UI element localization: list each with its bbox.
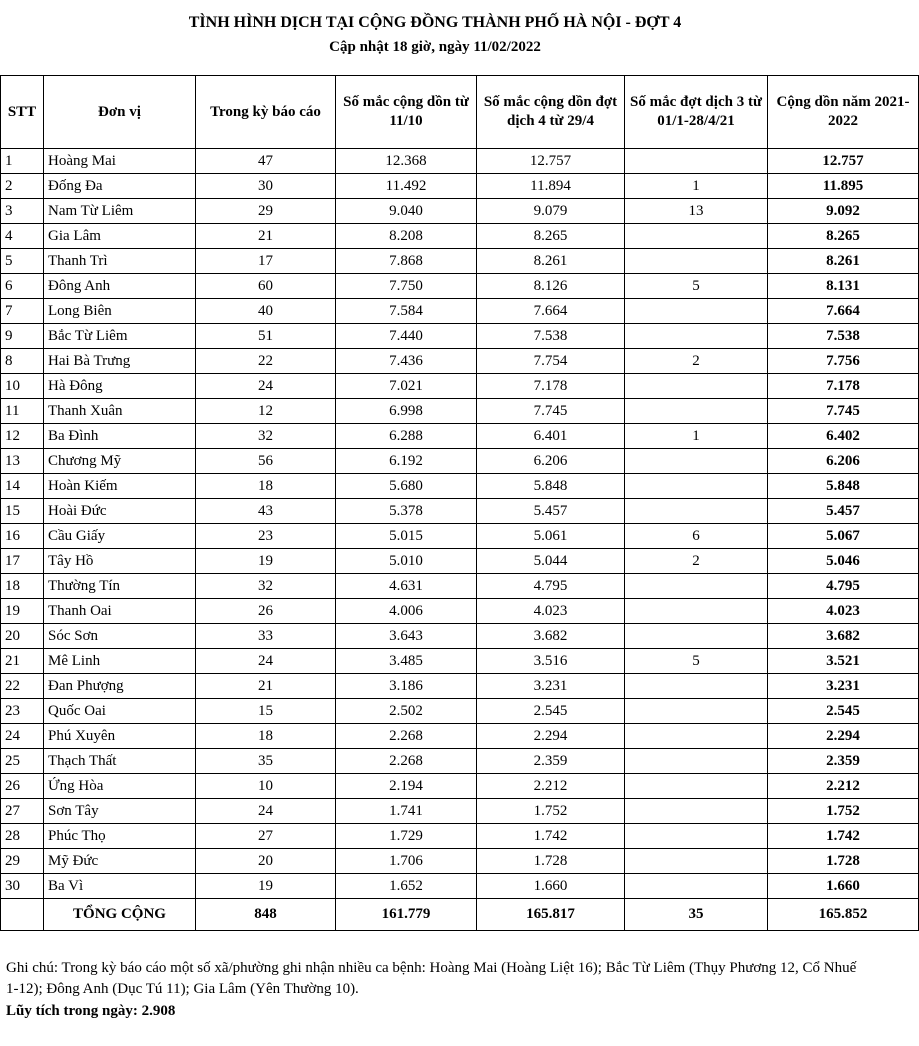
wave4-cell: 11.894 [477, 174, 625, 199]
cumulative-cell: 7.756 [768, 349, 919, 374]
cumulative-cell: 11.895 [768, 174, 919, 199]
since-11-10-cell: 11.492 [336, 174, 477, 199]
since-11-10-cell: 1.741 [336, 799, 477, 824]
since-11-10-cell: 3.186 [336, 674, 477, 699]
table-row [1, 474, 919, 499]
unit-cell: Phúc Thọ [44, 824, 196, 849]
stt-cell: 9 [1, 324, 44, 349]
table-row [1, 774, 919, 799]
stt-cell: 29 [1, 849, 44, 874]
stt-cell: 12 [1, 424, 44, 449]
in-period-cell: 15 [196, 699, 336, 724]
cumulative-cell: 3.231 [768, 674, 919, 699]
cumulative-cell: 9.092 [768, 199, 919, 224]
stt-cell: 7 [1, 299, 44, 324]
col-header-wave4: Số mắc cộng dồn đợt dịch 4 từ 29/4 [477, 76, 625, 149]
cumulative-cell: 7.538 [768, 324, 919, 349]
stt-cell: 6 [1, 274, 44, 299]
unit-cell: Bắc Từ Liêm [44, 324, 196, 349]
in-period-cell: 29 [196, 199, 336, 224]
wave3-cell [625, 874, 768, 899]
since-11-10-cell: 7.440 [336, 324, 477, 349]
wave3-cell [625, 724, 768, 749]
wave4-cell: 12.757 [477, 149, 625, 174]
wave4-cell: 1.752 [477, 799, 625, 824]
stt-cell: 4 [1, 224, 44, 249]
in-period-cell: 19 [196, 549, 336, 574]
cumulative-cell: 7.664 [768, 299, 919, 324]
unit-cell: Tây Hồ [44, 549, 196, 574]
unit-cell: Mê Linh [44, 649, 196, 674]
wave3-cell [625, 574, 768, 599]
stt-cell: 18 [1, 574, 44, 599]
cumulative-cell: 7.745 [768, 399, 919, 424]
wave3-cell: 1 [625, 424, 768, 449]
wave4-cell: 1.660 [477, 874, 625, 899]
in-period-cell: 47 [196, 149, 336, 174]
wave3-cell [625, 499, 768, 524]
table-row [1, 424, 919, 449]
wave4-cell: 6.206 [477, 449, 625, 474]
since-11-10-cell: 8.208 [336, 224, 477, 249]
in-period-cell: 23 [196, 524, 336, 549]
table-row [1, 699, 919, 724]
unit-cell: Cầu Giấy [44, 524, 196, 549]
stt-cell: 19 [1, 599, 44, 624]
cumulative-cell: 1.742 [768, 824, 919, 849]
wave3-cell: 1 [625, 174, 768, 199]
stt-cell: 22 [1, 674, 44, 699]
stt-cell: 23 [1, 699, 44, 724]
table-row [1, 674, 919, 699]
wave4-cell: 3.682 [477, 624, 625, 649]
wave3-cell [625, 474, 768, 499]
unit-cell: Thường Tín [44, 574, 196, 599]
unit-cell: Long Biên [44, 299, 196, 324]
wave3-cell [625, 774, 768, 799]
wave3-cell [625, 374, 768, 399]
col-header-unit: Đơn vị [44, 76, 196, 149]
in-period-cell: 20 [196, 849, 336, 874]
since-11-10-cell: 2.268 [336, 724, 477, 749]
wave4-cell: 7.538 [477, 324, 625, 349]
total-wave3: 35 [625, 899, 768, 931]
cumulative-cell: 1.752 [768, 799, 919, 824]
report-title: TÌNH HÌNH DỊCH TẠI CỘNG ĐỒNG THÀNH PHỐ HÀ NỘI - ĐỢT 4 [188, 14, 682, 31]
wave4-cell: 2.294 [477, 724, 625, 749]
cumulative-cell: 6.402 [768, 424, 919, 449]
wave3-cell [625, 324, 768, 349]
wave3-cell [625, 624, 768, 649]
stt-cell: 17 [1, 549, 44, 574]
unit-cell: Mỹ Đức [44, 849, 196, 874]
since-11-10-cell: 9.040 [336, 199, 477, 224]
stt-cell: 1 [1, 149, 44, 174]
wave3-cell: 2 [625, 349, 768, 374]
cumulative-cell: 5.848 [768, 474, 919, 499]
unit-cell: Đống Đa [44, 174, 196, 199]
col-header-wave3: Số mắc đợt dịch 3 từ 01/1-28/4/21 [625, 76, 768, 149]
unit-cell: Hoài Đức [44, 499, 196, 524]
stt-cell: 2 [1, 174, 44, 199]
wave4-cell: 7.754 [477, 349, 625, 374]
unit-cell: Thanh Oai [44, 599, 196, 624]
since-11-10-cell: 3.643 [336, 624, 477, 649]
table-row [1, 649, 919, 674]
in-period-cell: 18 [196, 724, 336, 749]
wave3-cell [625, 149, 768, 174]
table-row [1, 549, 919, 574]
table-row [1, 449, 919, 474]
cumulative-cell: 4.795 [768, 574, 919, 599]
cumulative-cell: 3.521 [768, 649, 919, 674]
since-11-10-cell: 2.268 [336, 749, 477, 774]
since-11-10-cell: 2.502 [336, 699, 477, 724]
unit-cell: Ứng Hòa [44, 774, 196, 799]
cumulative-cell: 2.545 [768, 699, 919, 724]
wave3-cell: 6 [625, 524, 768, 549]
stt-cell: 27 [1, 799, 44, 824]
table-header-row [1, 76, 919, 149]
cumulative-cell: 3.682 [768, 624, 919, 649]
wave4-cell: 7.664 [477, 299, 625, 324]
in-period-cell: 32 [196, 424, 336, 449]
cumulative-cell: 7.178 [768, 374, 919, 399]
wave3-cell: 5 [625, 274, 768, 299]
daily-total-value: 2.908 [141, 1003, 176, 1019]
in-period-cell: 24 [196, 649, 336, 674]
cumulative-cell: 2.212 [768, 774, 919, 799]
col-header-in-period: Trong kỳ báo cáo [196, 76, 336, 149]
wave3-cell [625, 824, 768, 849]
since-11-10-cell: 5.010 [336, 549, 477, 574]
cumulative-cell: 8.265 [768, 224, 919, 249]
since-11-10-cell: 6.998 [336, 399, 477, 424]
since-11-10-cell: 7.436 [336, 349, 477, 374]
unit-cell: Thạch Thất [44, 749, 196, 774]
wave4-cell: 5.061 [477, 524, 625, 549]
since-11-10-cell: 6.192 [336, 449, 477, 474]
in-period-cell: 22 [196, 349, 336, 374]
unit-cell: Gia Lâm [44, 224, 196, 249]
cumulative-cell: 1.660 [768, 874, 919, 899]
unit-cell: Ba Vì [44, 874, 196, 899]
stt-cell: 5 [1, 249, 44, 274]
cases-table [0, 75, 919, 931]
wave4-cell: 5.044 [477, 549, 625, 574]
unit-cell: Sóc Sơn [44, 624, 196, 649]
cumulative-cell: 8.261 [768, 249, 919, 274]
in-period-cell: 12 [196, 399, 336, 424]
stt-cell: 21 [1, 649, 44, 674]
wave4-cell: 9.079 [477, 199, 625, 224]
since-11-10-cell: 6.288 [336, 424, 477, 449]
wave3-cell [625, 249, 768, 274]
wave4-cell: 1.742 [477, 824, 625, 849]
since-11-10-cell: 7.584 [336, 299, 477, 324]
cumulative-cell: 8.131 [768, 274, 919, 299]
wave3-cell [625, 699, 768, 724]
stt-cell: 30 [1, 874, 44, 899]
stt-cell: 25 [1, 749, 44, 774]
col-header-stt: STT [1, 76, 44, 149]
wave4-cell: 7.745 [477, 399, 625, 424]
table-row [1, 499, 919, 524]
total-stt-cell [1, 899, 44, 931]
since-11-10-cell: 5.378 [336, 499, 477, 524]
col-header-cumulative: Cộng dồn năm 2021-2022 [768, 76, 919, 149]
daily-total-label: Lũy tích trong ngày: [6, 1003, 138, 1019]
wave4-cell: 4.795 [477, 574, 625, 599]
table-row [1, 524, 919, 549]
unit-cell: Hoàn Kiếm [44, 474, 196, 499]
table-row [1, 224, 919, 249]
since-11-10-cell: 7.750 [336, 274, 477, 299]
in-period-cell: 24 [196, 374, 336, 399]
wave4-cell: 2.212 [477, 774, 625, 799]
in-period-cell: 10 [196, 774, 336, 799]
table-row [1, 574, 919, 599]
in-period-cell: 30 [196, 174, 336, 199]
footnote: Ghi chú: Trong kỳ báo cáo một số xã/phường ghi nhận nhiều ca bệnh: Hoàng Mai (Hoàng Liệt 16); Bắc Từ Liêm (Thụy Phương 12, Cổ Nhuế 1-12); Đông Anh (Dục Tú 11); Gia Lâm (Yên Thường 10). [6, 960, 857, 997]
unit-cell: Ba Đình [44, 424, 196, 449]
total-in-period: 848 [196, 899, 336, 931]
wave4-cell: 6.401 [477, 424, 625, 449]
wave4-cell: 7.178 [477, 374, 625, 399]
wave3-cell: 13 [625, 199, 768, 224]
cumulative-cell: 1.728 [768, 849, 919, 874]
wave4-cell: 8.265 [477, 224, 625, 249]
cumulative-cell: 4.023 [768, 599, 919, 624]
table-row [1, 399, 919, 424]
since-11-10-cell: 4.631 [336, 574, 477, 599]
wave4-cell: 5.457 [477, 499, 625, 524]
table-row [1, 374, 919, 399]
cumulative-cell: 6.206 [768, 449, 919, 474]
total-wave4: 165.817 [477, 899, 625, 931]
since-11-10-cell: 7.021 [336, 374, 477, 399]
wave3-cell [625, 674, 768, 699]
since-11-10-cell: 4.006 [336, 599, 477, 624]
in-period-cell: 43 [196, 499, 336, 524]
total-label: TỔNG CỘNG [44, 899, 196, 931]
unit-cell: Hai Bà Trưng [44, 349, 196, 374]
unit-cell: Sơn Tây [44, 799, 196, 824]
wave4-cell: 3.516 [477, 649, 625, 674]
total-row [1, 899, 919, 931]
stt-cell: 14 [1, 474, 44, 499]
table-row [1, 299, 919, 324]
unit-cell: Chương Mỹ [44, 449, 196, 474]
wave3-cell [625, 849, 768, 874]
daily-total [6, 1001, 175, 1022]
wave3-cell [625, 299, 768, 324]
in-period-cell: 18 [196, 474, 336, 499]
wave3-cell [625, 224, 768, 249]
since-11-10-cell: 7.868 [336, 249, 477, 274]
table-row [1, 249, 919, 274]
wave4-cell: 8.261 [477, 249, 625, 274]
table-row [1, 199, 919, 224]
in-period-cell: 40 [196, 299, 336, 324]
since-11-10-cell: 5.015 [336, 524, 477, 549]
wave3-cell: 5 [625, 649, 768, 674]
stt-cell: 28 [1, 824, 44, 849]
stt-cell: 11 [1, 399, 44, 424]
in-period-cell: 33 [196, 624, 336, 649]
wave4-cell: 8.126 [477, 274, 625, 299]
cumulative-cell: 5.457 [768, 499, 919, 524]
since-11-10-cell: 3.485 [336, 649, 477, 674]
wave3-cell [625, 799, 768, 824]
wave3-cell [625, 399, 768, 424]
table-row [1, 724, 919, 749]
total-since-11-10: 161.779 [336, 899, 477, 931]
cumulative-cell: 5.046 [768, 549, 919, 574]
since-11-10-cell: 2.194 [336, 774, 477, 799]
unit-cell: Hà Đông [44, 374, 196, 399]
table-row [1, 849, 919, 874]
in-period-cell: 56 [196, 449, 336, 474]
in-period-cell: 17 [196, 249, 336, 274]
in-period-cell: 51 [196, 324, 336, 349]
stt-cell: 15 [1, 499, 44, 524]
cumulative-cell: 12.757 [768, 149, 919, 174]
unit-cell: Đông Anh [44, 274, 196, 299]
in-period-cell: 19 [196, 874, 336, 899]
wave4-cell: 1.728 [477, 849, 625, 874]
in-period-cell: 27 [196, 824, 336, 849]
table-row [1, 274, 919, 299]
since-11-10-cell: 12.368 [336, 149, 477, 174]
in-period-cell: 60 [196, 274, 336, 299]
in-period-cell: 26 [196, 599, 336, 624]
unit-cell: Hoàng Mai [44, 149, 196, 174]
wave4-cell: 5.848 [477, 474, 625, 499]
table-body [1, 149, 919, 899]
stt-cell: 24 [1, 724, 44, 749]
table-row [1, 824, 919, 849]
in-period-cell: 21 [196, 674, 336, 699]
wave3-cell [625, 599, 768, 624]
stt-cell: 20 [1, 624, 44, 649]
since-11-10-cell: 1.652 [336, 874, 477, 899]
stt-cell: 3 [1, 199, 44, 224]
total-cumulative: 165.852 [768, 899, 919, 931]
since-11-10-cell: 1.706 [336, 849, 477, 874]
stt-cell: 16 [1, 524, 44, 549]
in-period-cell: 32 [196, 574, 336, 599]
stt-cell: 13 [1, 449, 44, 474]
report-subtitle: Cập nhật 18 giờ, ngày 11/02/2022 [329, 39, 541, 55]
report-header [0, 12, 870, 58]
since-11-10-cell: 1.729 [336, 824, 477, 849]
table-row [1, 149, 919, 174]
unit-cell: Nam Từ Liêm [44, 199, 196, 224]
in-period-cell: 21 [196, 224, 336, 249]
wave4-cell: 2.359 [477, 749, 625, 774]
wave4-cell: 4.023 [477, 599, 625, 624]
table-row [1, 799, 919, 824]
since-11-10-cell: 5.680 [336, 474, 477, 499]
stt-cell: 10 [1, 374, 44, 399]
unit-cell: Đan Phượng [44, 674, 196, 699]
col-header-since-11-10: Số mắc cộng dồn từ 11/10 [336, 76, 477, 149]
table-row [1, 749, 919, 774]
in-period-cell: 24 [196, 799, 336, 824]
stt-cell: 8 [1, 349, 44, 374]
table-row [1, 324, 919, 349]
table-row [1, 349, 919, 374]
cumulative-cell: 5.067 [768, 524, 919, 549]
unit-cell: Thanh Trì [44, 249, 196, 274]
in-period-cell: 35 [196, 749, 336, 774]
unit-cell: Phú Xuyên [44, 724, 196, 749]
table-row [1, 599, 919, 624]
wave3-cell [625, 749, 768, 774]
wave4-cell: 3.231 [477, 674, 625, 699]
table-row [1, 624, 919, 649]
wave4-cell: 2.545 [477, 699, 625, 724]
cumulative-cell: 2.359 [768, 749, 919, 774]
unit-cell: Quốc Oai [44, 699, 196, 724]
wave3-cell [625, 449, 768, 474]
table-row [1, 874, 919, 899]
cumulative-cell: 2.294 [768, 724, 919, 749]
unit-cell: Thanh Xuân [44, 399, 196, 424]
wave3-cell: 2 [625, 549, 768, 574]
stt-cell: 26 [1, 774, 44, 799]
table-row [1, 174, 919, 199]
